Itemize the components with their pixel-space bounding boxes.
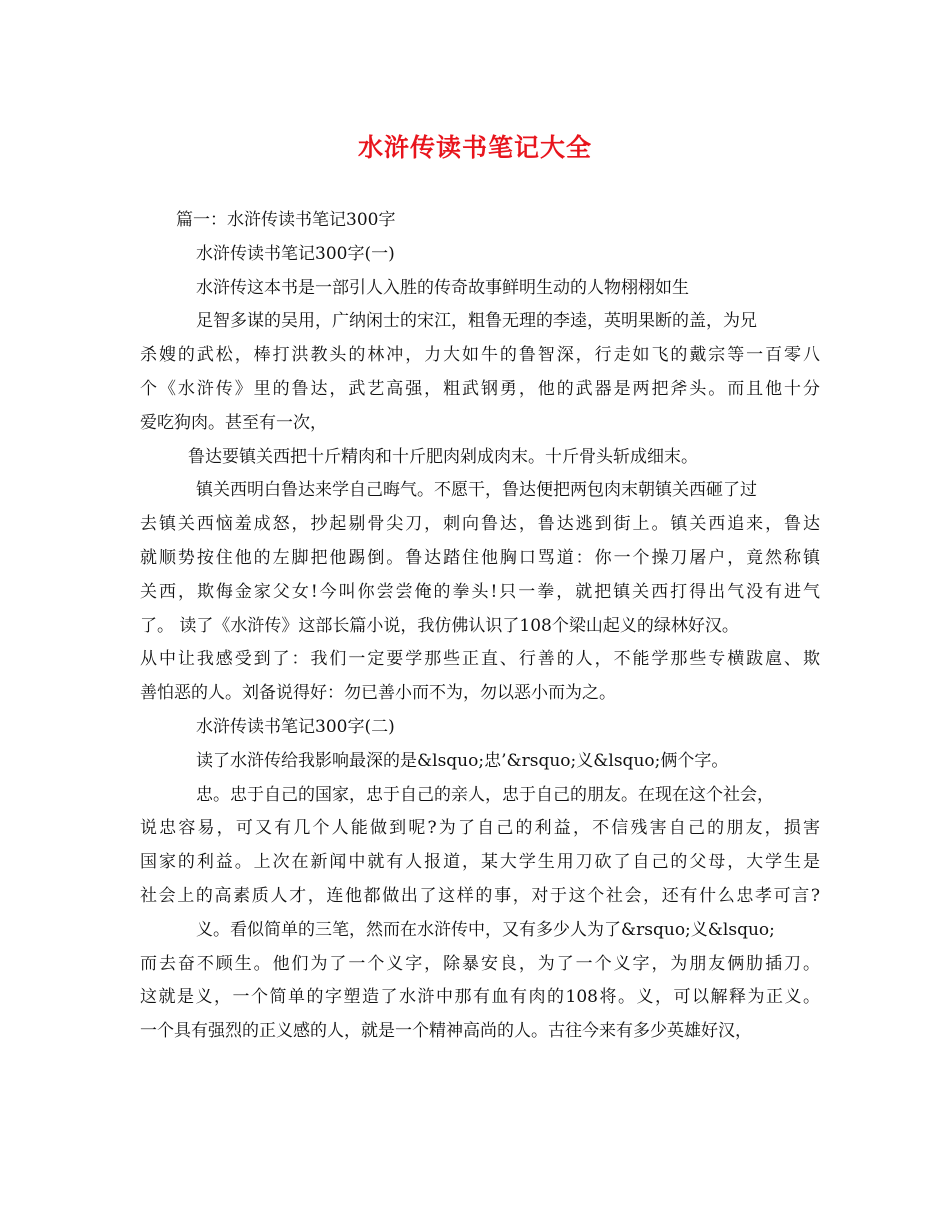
- paragraph-line: 个《水浒传》里的鲁达，武艺高强，粗武钢勇，他的武器是两把斧头。而且他十分: [140, 378, 820, 399]
- paragraph-line: 义。看似简单的三笔，然而在水浒传中，又有多少人为了&rsquo;义&lsquo;: [196, 919, 775, 940]
- paragraph-line: 从中让我感受到了：我们一定要学那些正直、行善的人，不能学那些专横跋扈、欺: [140, 649, 820, 670]
- paragraph-line: 就顺势按住他的左脚把他踢倒。鲁达踏住他胸口骂道：你一个操刀屠户，竟然称镇: [140, 547, 820, 568]
- paragraph-line: 去镇关西恼羞成怒，抄起剔骨尖刀，刺向鲁达，鲁达逃到街上。镇关西追来，鲁达: [140, 514, 820, 535]
- paragraph-line: 善怕恶的人。刘备说得好：勿已善小而不为，勿以恶小而为之。: [140, 683, 616, 704]
- paragraph-line: 水浒传这本书是一部引人入胜的传奇故事鲜明生动的人物栩栩如生: [196, 277, 689, 298]
- paragraph-line: 读了水浒传给我影响最深的是&lsquo;忠’&rsquo;义&lsquo;俩个字。: [196, 750, 729, 771]
- paragraph-line: 一个具有强烈的正义感的人，就是一个精神高尚的人。古往今来有多少英雄好汉，: [140, 1021, 752, 1042]
- paragraph-line: 社会上的高素质人才，连他都做出了这样的事，对于这个社会，还有什么忠孝可言?: [140, 885, 820, 906]
- paragraph-line: 而去奋不顾生。他们为了一个义字，除暴安良，为了一个义字，为朋友俩肋插刀。: [140, 953, 820, 974]
- paragraph-line: 爱吃狗肉。甚至有一次，: [140, 412, 327, 433]
- paragraph-line: 说忠容易，可又有几个人能做到呢?为了自己的利益，不信残害自己的朋友，损害: [140, 818, 820, 839]
- paragraph-line: 鲁达要镇关西把十斤精肉和十斤肥肉剁成肉末。十斤骨头斩成细末。: [188, 446, 698, 467]
- paragraph-line: 忠。忠于自己的国家，忠于自己的亲人，忠于自己的朋友。在现在这个社会，: [196, 784, 774, 805]
- document-body: [140, 204, 820, 1049]
- paragraph-line: 关西，欺侮金家父女!今叫你尝尝俺的拳头!只一拳，就把镇关西打得出气没有进气: [140, 581, 820, 602]
- section-heading: 篇一：水浒传读书笔记300字: [176, 210, 396, 230]
- document-title: 水浒传读书笔记大全: [357, 133, 592, 162]
- paragraph-line: 这就是义，一个简单的字塑造了水浒中那有血有肉的108将。义，可以解释为正义。: [140, 987, 820, 1008]
- paragraph-line: 国家的利益。上次在新闻中就有人报道，某大学生用刀砍了自己的父母，大学生是: [140, 852, 820, 873]
- paragraph-line: 足智多谋的吴用，广纳闲士的宋江，粗鲁无理的李逵，英明果断的盖，为兄: [196, 311, 757, 332]
- subsection-heading: 水浒传读书笔记300字(二): [196, 716, 395, 737]
- paragraph-line: 了。 读了《水浒传》这部长篇小说，我仿佛认识了108个梁山起义的绿林好汉。: [140, 615, 739, 636]
- subsection-heading: 水浒传读书笔记300字(一): [196, 243, 395, 264]
- paragraph-line: 杀嫂的武松，棒打洪教头的林冲，力大如牛的鲁智深，行走如飞的戴宗等一百零八: [140, 345, 820, 366]
- paragraph-line: 镇关西明白鲁达来学自己晦气。不愿干，鲁达便把两包肉末朝镇关西砸了过: [196, 480, 757, 501]
